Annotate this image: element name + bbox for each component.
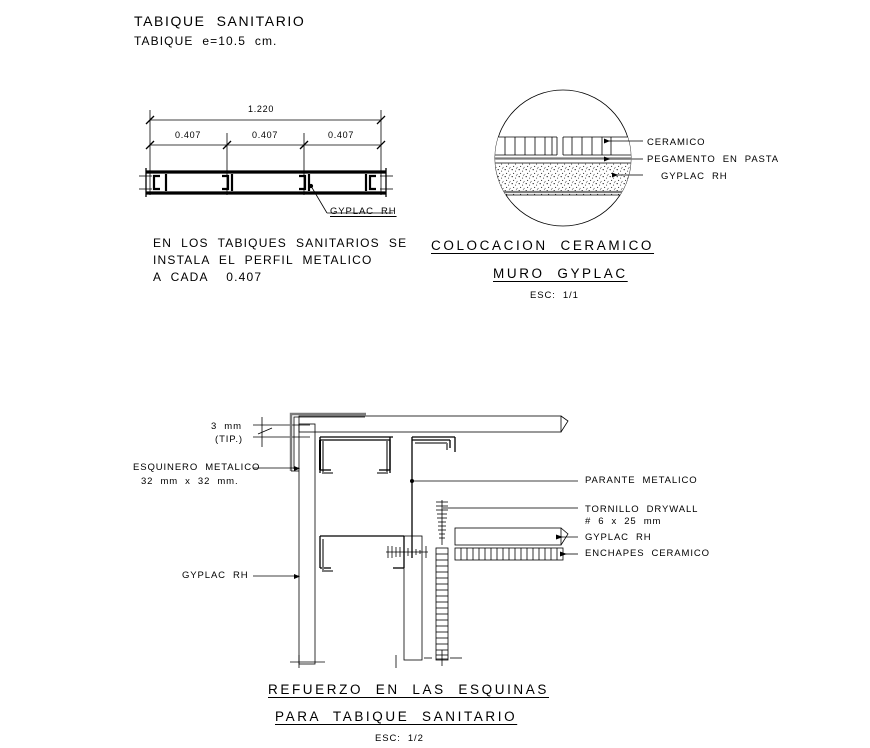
circle-caption-line-2: MURO GYPLAC <box>493 266 628 281</box>
sheet-subheading: TABIQUE e=10.5 cm. <box>134 34 278 48</box>
circle-label-pegamento: PEGAMENTO EN PASTA <box>647 154 780 165</box>
corner-scale: ESC: 1/2 <box>375 733 424 744</box>
corner-label-gyplac-right: GYPLAC RH <box>585 532 652 543</box>
corner-label-3mm-line2: (TIP.) <box>215 434 243 445</box>
plan-note-line-2: INSTALA EL PERFIL METALICO <box>153 253 373 267</box>
corner-caption-line-2: PARA TABIQUE SANITARIO <box>275 709 518 724</box>
corner-label-parante: PARANTE METALICO <box>585 475 698 486</box>
corner-label-tornillo-line1: TORNILLO DRYWALL <box>585 504 699 515</box>
dim-total: 1.220 <box>248 104 275 114</box>
plan-note-line-3: A CADA 0.407 <box>153 270 263 284</box>
corner-label-gyplac-left: GYPLAC RH <box>182 570 249 581</box>
circle-label-gyplac: GYPLAC RH <box>661 171 728 182</box>
sheet-heading: TABIQUE SANITARIO <box>134 13 306 29</box>
dim-segment-2: 0.407 <box>252 130 279 140</box>
screw-vertical <box>436 500 448 545</box>
corner-label-tornillo-line2: # 6 x 25 mm <box>585 516 662 527</box>
corner-label-enchapes: ENCHAPES CERAMICO <box>585 548 710 559</box>
dim-segment-3: 0.407 <box>328 130 355 140</box>
circle-scale: ESC: 1/1 <box>530 290 579 301</box>
corner-label-3mm-line1: 3 mm <box>211 421 242 432</box>
plan-note-line-1: EN LOS TABIQUES SANITARIOS SE <box>153 236 408 250</box>
circle-caption-line-1: COLOCACION CERAMICO <box>431 238 655 253</box>
corner-label-esquinero-line2: 32 mm x 32 mm. <box>141 476 239 487</box>
dim-segment-1: 0.407 <box>175 130 202 140</box>
corner-label-esquinero-line1: ESQUINERO METALICO <box>133 462 261 473</box>
corner-caption-line-1: REFUERZO EN LAS ESQUINAS <box>268 682 549 697</box>
plan-leader-label: GYPLAC RH <box>330 206 397 217</box>
circle-label-ceramico: CERAMICO <box>647 137 706 148</box>
